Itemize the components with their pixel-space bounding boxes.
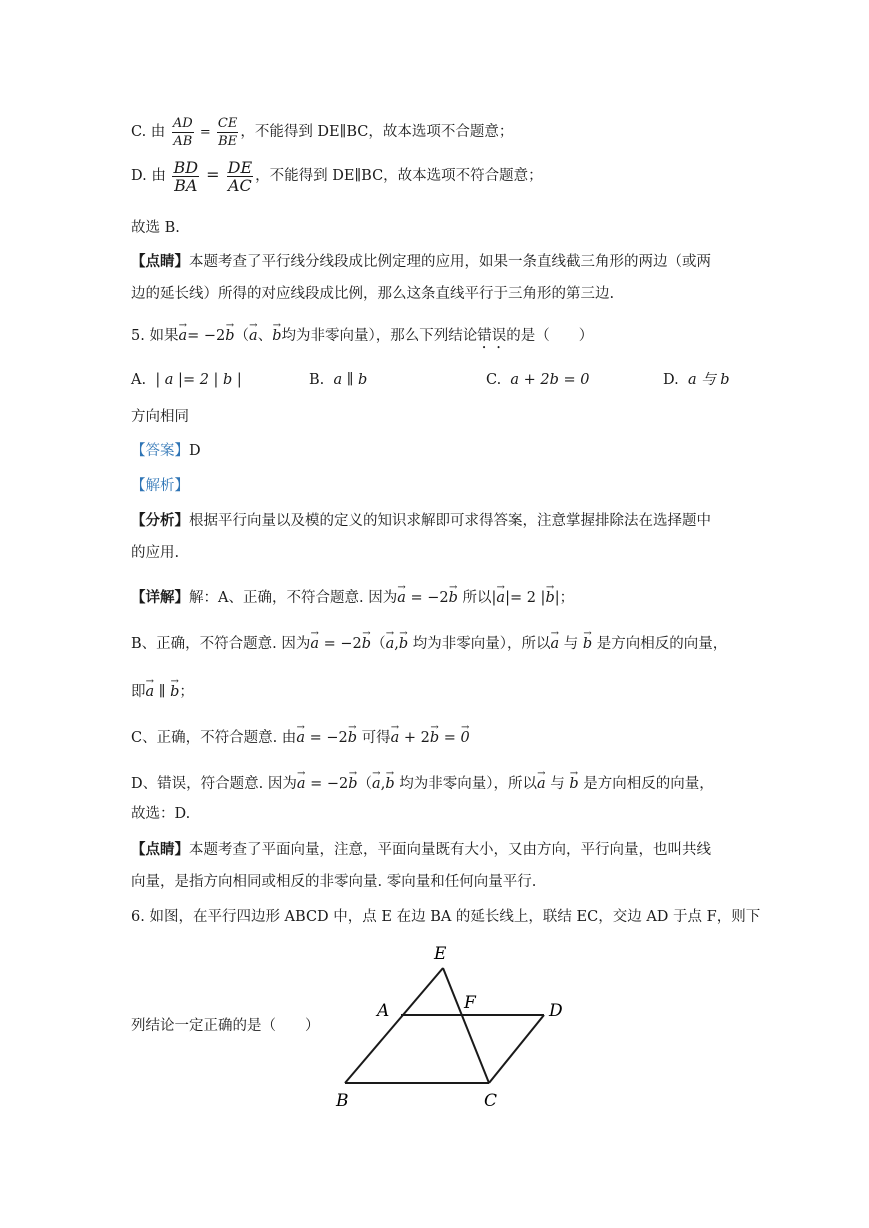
detail-c: C、正确，不符合题意. 由→ a = −2→ b 可得→ a + 2→ b = → 0 xyxy=(131,718,751,746)
fenxi-line2: 的应用. xyxy=(131,545,180,561)
detail-b-cont: 即→ a ∥ → b； xyxy=(131,672,751,700)
detail-b: B、正确，不符合题意. 因为→ a = −2→ b（→ a,→ b 均为非零向量），所以→ a 与 → b 是方向相反的向量， xyxy=(131,624,751,652)
option-c-suffix: ，不能得到 DE∥BC，故本选项不合题意； xyxy=(240,124,514,140)
q6-line2: 列结论一定正确的是（ ） xyxy=(131,1018,320,1034)
analysis-tag: 【解析】 xyxy=(131,478,189,494)
choose-line: 故选：D. xyxy=(131,806,191,822)
point4-line2: 边的延长线）所得的对应线段成比例，那么这条直线平行于三角形的第三边. xyxy=(131,286,615,302)
answer-value: D xyxy=(189,443,201,459)
vector-b: → b xyxy=(225,316,234,350)
label-d: D xyxy=(549,1001,563,1021)
q5-option-a: A. | a |= 2 | b | xyxy=(131,372,242,388)
answer-line xyxy=(131,441,751,461)
q5-stem: 5. 如果→ a= −2→ b（→ a、→ b均为非零向量），那么下列结论错误的是（ ） xyxy=(131,316,751,344)
answer-tag: 【答案】 xyxy=(131,443,189,459)
analysis-line xyxy=(131,476,751,496)
vector-a: → a xyxy=(178,316,187,350)
q6-line1: 6. 如图，在平行四边形 ABCD 中，点 E 在边 BA 的延长线上，联结 EC，交边 AD 于点 F，则下 xyxy=(131,909,761,925)
label-a: A xyxy=(377,1001,390,1021)
option-d-line: D. 由 $\frac{BD}{BA}$ = $\frac{DE}{AC}$ ，不能得到 DE∥BC，故本选项不符合题意； xyxy=(131,157,543,195)
fraction-de-ac: $\frac{DE}{AC}$ xyxy=(227,157,253,195)
label-e: E xyxy=(434,944,447,964)
label-f: F xyxy=(464,993,476,1013)
point5-line1: 【点睛】本题考查了平面向量，注意，平面向量既有大小，又由方向，平行向量，也叫共线 xyxy=(131,841,711,858)
fraction-bd-ba: $\frac{BD}{BA}$ xyxy=(173,157,199,195)
option-d-prefix: D. 由 xyxy=(131,168,166,184)
option-c-line: C. 由 $\frac{AD}{AB}$ = $\frac{CE}{BE}$ ，不能得到 DE∥BC，故本选项不合题意； xyxy=(131,115,514,149)
fraction-ad-ab: $\frac{AD}{AB}$ xyxy=(172,115,193,149)
point4-line1: 【点睛】本题考查了平行线分线段成比例定理的应用，如果一条直线截三角形的两边（或两 xyxy=(131,253,711,270)
fenxi-line1: 【分析】根据平行向量以及模的定义的知识求解即可求得答案，注意掌握排除法在选择题中 xyxy=(131,512,711,529)
conclusion-prev: 故选 B. xyxy=(131,220,180,236)
option-d-suffix: ，不能得到 DE∥BC，故本选项不符合题意； xyxy=(255,168,543,184)
detail-d: D、错误，符合题意. 因为→ a = −2→ b（→ a,→ b 均为非零向量），所以→ a 与 → b 是方向相反的向量， xyxy=(131,764,751,792)
option-c-prefix: C. 由 xyxy=(131,124,166,140)
label-c: C xyxy=(484,1091,498,1111)
label-b: B xyxy=(336,1091,349,1111)
q5-option-b: B. a ∥ b xyxy=(309,372,368,388)
fraction-ce-be: $\frac{CE}{BE}$ xyxy=(217,115,238,149)
point4-tag: 【点睛】 xyxy=(131,253,189,270)
q5-option-d-cont: 方向相同 xyxy=(131,409,189,425)
q5-option-c: C. a + 2b = 0 xyxy=(486,372,590,388)
emphasis-wrong: 错误 xyxy=(477,328,507,344)
point5-line2: 向量，是指方向相同或相反的非零向量. 零向量和任何向量平行. xyxy=(131,874,537,890)
detail-a: 【详解】解：A、正确，不符合题意. 因为→ a = −2→ b 所以|→ a|= 2 |→ b|； xyxy=(131,578,751,606)
q5-option-d: D. a 与 b xyxy=(663,372,730,388)
